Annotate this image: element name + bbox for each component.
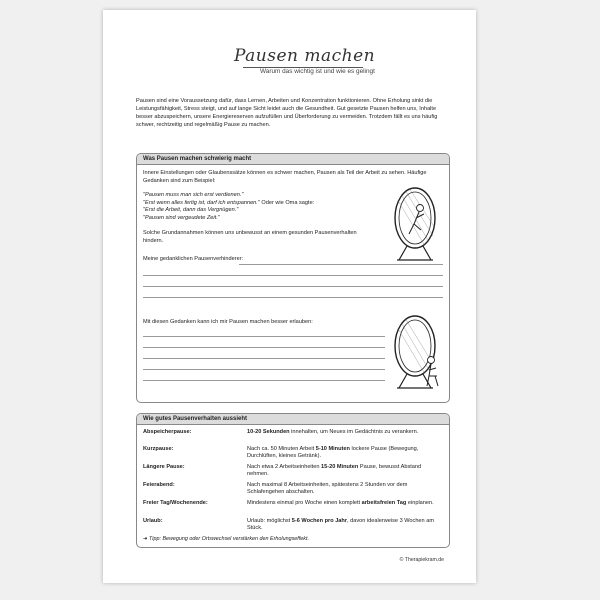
section-difficulties-title: Was Pausen machen schwierig macht [137,154,449,165]
page-title: Pausen machen [234,46,376,66]
answer-line[interactable] [143,286,443,287]
habit-text: Mindestens einmal pro Woche einen komplett arbeitsfreien Tag einplanen. [247,500,434,506]
answer-line[interactable] [143,358,385,359]
hamster-wheel-resting-illustration [391,312,445,394]
quote-item: "Pausen muss man sich erst verdienen." [143,192,244,198]
habit-row [143,518,443,533]
intro-paragraph: Pausen sind eine Voraussetzung dafür, dass Lernen, Arbeiten und Konzentration funktionieren. Ohne Erholung sinkt die Leistungsfähigkeit, Stress steigt, und auf lange Sicht leidet auch die Gesundheit. Gut gesetzte Pausen helfen uns, Inhalte besser abzuspeichern, unsere Energiereserven aufzufüllen und Überforderung zu vermeiden. Trotzdem fällt es uns häufig schwer, rechtzeitig und regelmäßig Pause zu machen. [136,98,438,128]
habit-label: Kurzpause: [143,446,174,452]
habit-text: Nach etwa 2 Arbeitseinheiten 15-20 Minuten Pause, bewusst Abstand nehmen. [247,464,422,478]
quote-item: "Pausen sind vergeudete Zeit." [143,214,220,221]
page-subtitle: Warum das wichtig ist und wie es gelingt [260,68,375,75]
difficulties-conclusion: Solche Grundannahmen können uns unbewusst an einem gesunden Pausenverhalten hindern. [143,230,357,244]
habit-label: Feierabend: [143,482,175,488]
tip-text: ➜ Tipp: Bewegung oder Ortswechsel verstärken den Erholungseffekt. [143,536,309,542]
answer-line[interactable] [143,275,443,276]
habit-row [143,464,443,479]
habit-label: Urlaub: [143,518,163,524]
difficulties-intro: Innere Einstellungen oder Glaubenssätze können es schwer machen, Pausen als Teil der Arbeit zu sehen. Häufige Gedanken sind zum Beispiel: [143,170,427,184]
answer-line[interactable] [143,369,385,370]
section-good-habits-title: Wie gutes Pausenverhalten aussieht [137,414,449,425]
quote-list [143,192,393,222]
answer-line[interactable] [239,264,443,265]
habit-row [143,429,443,437]
prompt-blockers: Meine gedanklichen Pausenverhinderer: [143,256,244,262]
habit-text: Urlaub: möglichst 5-6 Wochen pro Jahr, davon idealerweise 3 Wochen am Stück. [247,518,434,532]
habit-row [143,482,443,497]
habit-text: Nach ca. 50 Minuten Arbeit 5-10 Minuten lockere Pause (Bewegung, Durchlüften, kleines Getränk). [247,446,419,460]
habit-row [143,500,443,515]
quote-item: "Erst wenn alles fertig ist, darf ich entspannen." Oder wie Oma sagte: [143,199,315,206]
worksheet-page [103,10,476,583]
answer-line[interactable] [143,380,385,381]
answer-line[interactable] [143,336,385,337]
habit-row [143,446,443,461]
copyright-footer: © Therapiekram.de [399,557,444,563]
section-difficulties [136,153,450,403]
quote-item: "Erst die Arbeit, dann das Vergnügen." [143,207,239,214]
habit-text: 10-20 Sekunden innehalten, um Neues im Gedächtnis zu verankern. [247,429,419,435]
habit-label: Längere Pause: [143,464,185,470]
answer-line[interactable] [143,347,385,348]
habit-text: Nach maximal 8 Arbeitseinheiten, spätestens 2 Stunden vor dem Schlafengehen abschalten. [247,482,408,496]
habit-label: Abspeicherpause: [143,429,192,435]
hamster-wheel-illustration [389,184,445,266]
prompt-permissions: Mit diesen Gedanken kann ich mir Pausen machen besser erlauben: [143,319,313,325]
habit-label: Freier Tag/Wochenende: [143,500,208,506]
answer-line[interactable] [143,297,443,298]
title-area [103,46,476,86]
section-good-habits [136,413,450,548]
